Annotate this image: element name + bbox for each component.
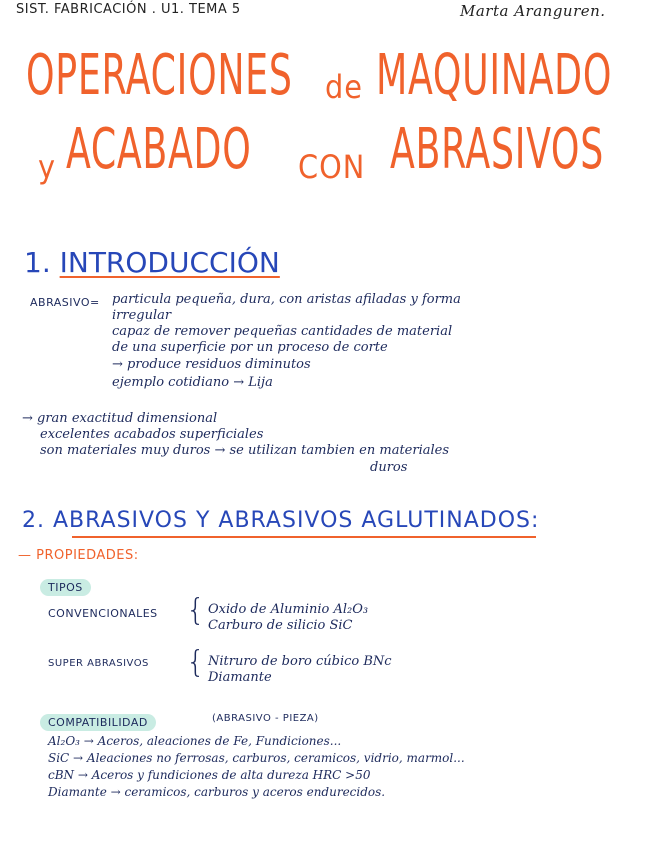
compatibility-note: (ABRASIVO - PIEZA) [212, 713, 319, 724]
feature-line: excelentes acabados superficiales [40, 427, 264, 442]
compatibility-line: Diamante → ceramicos, carburos y aceros endurecidos. [48, 785, 386, 799]
section2-underline [72, 536, 536, 538]
compatibility-tag: COMPATIBILIDAD [40, 714, 156, 731]
definition-line: → produce residuos diminutos [112, 357, 311, 372]
definition-line: particula pequeña, dura, con aristas afiladas y forma [112, 292, 461, 307]
title-line1-a: OPERACIONES [26, 43, 293, 108]
brace-icon: { [186, 645, 206, 680]
superabrasive-item: Nitruro de boro cúbico BNc [208, 654, 392, 669]
course-label: SIST. FABRICACIÓN . U1. TEMA 5 [16, 2, 241, 17]
title-line1-c: MAQUINADO [376, 43, 613, 108]
tipos-tag: TIPOS [40, 579, 91, 596]
definition-line: capaz de remover pequeñas cantidades de material [112, 324, 453, 339]
superabrasive-item: Diamante [208, 670, 272, 685]
superabrasive-label: SUPER ABRASIVOS [48, 658, 149, 669]
feature-line: duros [370, 460, 408, 475]
compatibility-line: SiC → Aleaciones no ferrosas, carburos, ceramicos, vidrio, marmol... [48, 751, 465, 765]
conventional-item: Carburo de silicio SiC [208, 618, 353, 633]
compatibility-line: Al₂O₃ → Aceros, aleaciones de Fe, Fundiciones... [48, 734, 342, 748]
title-line2-a: y [38, 148, 57, 186]
definition-line: ejemplo cotidiano → Lija [112, 375, 273, 390]
section1-title: INTRODUCCIÓN [59, 246, 280, 279]
title-line1-b: de [325, 68, 363, 106]
title-line2-c: CON [298, 148, 366, 186]
section2-heading: 2. ABRASIVOS Y ABRASIVOS AGLUTINADOS: [22, 508, 540, 533]
title-line2-d: ABRASIVOS [390, 117, 604, 182]
title-line2-b: ACABADO [66, 117, 252, 182]
brace-icon: { [186, 593, 206, 628]
definition-line: de una superficie por un proceso de corte [112, 340, 388, 355]
conventional-label: CONVENCIONALES [48, 607, 158, 620]
definition-line: irregular [112, 308, 172, 323]
compatibility-line: cBN → Aceros y fundiciones de alta dureza HRC >50 [48, 768, 371, 782]
abrasivo-label: ABRASIVO= [30, 296, 100, 309]
section1-number: 1. [24, 246, 51, 279]
section1-heading [24, 246, 280, 279]
properties-label: — PROPIEDADES: [18, 548, 139, 563]
author-name: Marta Aranguren. [460, 2, 606, 20]
conventional-item: Oxido de Aluminio Al₂O₃ [208, 602, 369, 617]
feature-line: son materiales muy duros → se utilizan tambien en materiales [40, 443, 450, 458]
feature-line: → gran exactitud dimensional [22, 411, 218, 426]
